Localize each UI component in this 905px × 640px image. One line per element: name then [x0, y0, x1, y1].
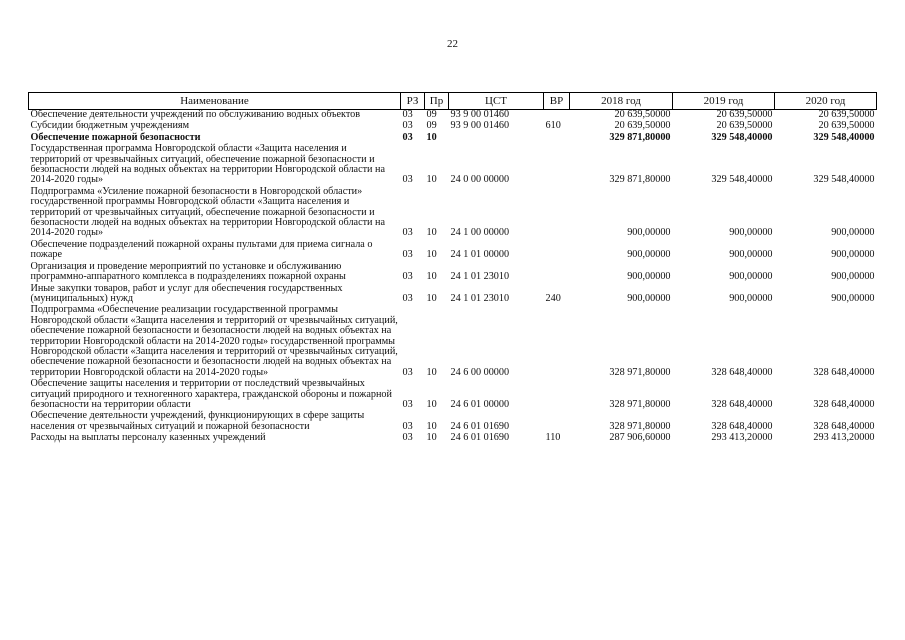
row-value-2018: 287 906,60000	[609, 432, 671, 444]
row-value-2018: 328 971,80000	[609, 366, 671, 378]
row-pr: 10	[426, 420, 437, 432]
row-pr: 10	[426, 271, 437, 283]
row-value-2020: 293 413,20000	[813, 432, 875, 444]
table-row	[29, 379, 877, 411]
row-value-2020: 20 639,50000	[818, 120, 875, 132]
row-value-2020: 328 648,40000	[813, 366, 875, 378]
row-value-2019: 329 548,40000	[711, 174, 773, 186]
row-cst: 93 9 00 01460	[450, 109, 510, 120]
row-cst: 24 1 01 23010	[450, 292, 510, 304]
row-vr	[544, 187, 570, 240]
row-pr: 10	[426, 131, 437, 143]
header-2019: 2019 год	[673, 93, 775, 110]
row-cst: 24 0 00 00000	[450, 174, 510, 186]
header-name: Наименование	[29, 93, 401, 110]
row-name: Обеспечение пожарной безопасности	[30, 131, 201, 143]
row-vr	[544, 411, 570, 433]
row-value-2018: 328 971,80000	[609, 398, 671, 410]
row-rz: 03	[402, 432, 413, 444]
table-row	[29, 433, 877, 444]
row-value-2019: 328 648,40000	[711, 420, 773, 432]
page-number: 22	[447, 38, 458, 50]
row-value-2019: 20 639,50000	[716, 109, 773, 120]
row-value-2020: 20 639,50000	[818, 109, 875, 120]
row-value-2020: 900,00000	[831, 227, 875, 239]
header-cst: ЦСТ	[449, 93, 544, 110]
header-pr: Пр	[425, 93, 449, 110]
header-2020: 2020 год	[775, 93, 877, 110]
row-vr	[544, 144, 570, 187]
row-vr	[544, 133, 570, 144]
table-row	[29, 240, 877, 262]
row-value-2019: 328 648,40000	[711, 366, 773, 378]
row-name: Расходы на выплаты персоналу казенных учреждений	[30, 432, 266, 444]
row-cst: 24 6 01 00000	[450, 398, 510, 410]
row-rz: 03	[402, 227, 413, 239]
row-pr: 10	[426, 398, 437, 410]
table-row	[29, 284, 877, 306]
row-value-2019: 329 548,40000	[711, 131, 773, 143]
header-rz: РЗ	[401, 93, 425, 110]
row-cst	[449, 133, 544, 144]
row-pr: 10	[426, 227, 437, 239]
row-value-2018: 329 871,80000	[609, 131, 671, 143]
row-name: Государственная программа Новгородской области «Защита населения и территорий от чрезвычайных ситуаций, обеспечение пожарной безопасности и безопасности людей на водных объектах на территории Новгородской области на 2014-2020 годы»	[30, 143, 386, 186]
row-value-2020: 329 548,40000	[813, 174, 875, 186]
row-value-2020: 329 548,40000	[813, 131, 875, 143]
row-rz: 03	[402, 366, 413, 378]
row-name: Подпрограмма «Усиление пожарной безопасности в Новгородской области» государственной программы Новгородской области «Защита населения и территорий от чрезвычайных ситуаций, обеспечение пожарной безопасности и безопасности людей на водных объектах на территории Новгородской области на 2014-2020 годы»	[30, 185, 386, 239]
row-cst: 24 6 00 00000	[450, 366, 510, 378]
row-vr: 240	[545, 292, 561, 304]
row-value-2020: 900,00000	[831, 249, 875, 261]
row-value-2019: 328 648,40000	[711, 398, 773, 410]
row-value-2020: 328 648,40000	[813, 398, 875, 410]
row-value-2018: 328 971,80000	[609, 420, 671, 432]
row-name: Иные закупки товаров, работ и услуг для обеспечения государственных (муниципальных) нужд	[30, 282, 343, 304]
row-pr: 09	[426, 109, 437, 120]
row-value-2019: 293 413,20000	[711, 432, 773, 444]
table-row	[29, 262, 877, 284]
row-pr: 09	[426, 120, 437, 132]
row-vr	[544, 240, 570, 262]
row-value-2018: 900,00000	[627, 292, 671, 304]
row-vr	[544, 305, 570, 379]
row-cst: 24 6 01 01690	[450, 432, 510, 444]
row-value-2018: 329 871,80000	[609, 174, 671, 186]
row-name: Организация и проведение мероприятий по установке и обслуживанию программно-аппаратного комплекса в подразделениях пожарной охраны	[30, 260, 346, 283]
row-name: Обеспечение защиты населения и территории от последствий чрезвычайных ситуаций природного и техногенного характера, гражданской обороны и пожарной безопасности на территории области	[30, 378, 392, 410]
row-value-2019: 900,00000	[729, 227, 773, 239]
row-vr	[544, 379, 570, 411]
row-value-2019: 900,00000	[729, 249, 773, 261]
row-rz: 03	[402, 120, 413, 132]
row-value-2019: 900,00000	[729, 292, 773, 304]
row-name: Подпрограмма «Обеспечение реализации государственной программы Новгородской области «Защита населения и территорий от чрезвычайных ситуаций, обеспечение пожарной безопасности и безопасности людей на водных объектах на территории Новгородской области на 2014-2020 годы» государственной программы Новгородской области «Защита населения и территорий от чрезвычайных ситуаций, обеспечение пожарной безопасности и безопасности людей на водных объектах на территории Новгородской области на 2014-2020 годы»	[30, 304, 398, 378]
row-rz: 03	[402, 249, 413, 261]
row-name: Обеспечение деятельности учреждений по обслуживанию водных объектов	[30, 109, 361, 120]
row-value-2019: 20 639,50000	[716, 120, 773, 132]
row-pr: 10	[426, 292, 437, 304]
row-cst: 24 1 01 23010	[450, 271, 510, 283]
table-header-row	[29, 93, 877, 110]
row-pr: 10	[426, 432, 437, 444]
row-vr: 110	[545, 432, 561, 444]
row-cst: 24 6 01 01690	[450, 420, 510, 432]
row-vr: 610	[545, 120, 561, 132]
table-row	[29, 305, 877, 379]
row-value-2020: 900,00000	[831, 271, 875, 283]
row-value-2020: 328 648,40000	[813, 420, 875, 432]
row-name: Субсидии бюджетным учреждениям	[30, 120, 190, 132]
row-value-2019: 900,00000	[729, 271, 773, 283]
row-rz: 03	[402, 271, 413, 283]
row-value-2018: 900,00000	[627, 249, 671, 261]
row-value-2018: 20 639,50000	[614, 109, 671, 120]
row-rz: 03	[402, 398, 413, 410]
row-name: Обеспечение деятельности учреждений, функционирующих в сфере защиты населения от чрезвычайных ситуаций и пожарной безопасности	[30, 410, 365, 432]
row-rz: 03	[402, 420, 413, 432]
row-pr: 10	[426, 174, 437, 186]
table-row	[29, 411, 877, 433]
budget-table	[28, 92, 877, 445]
row-pr: 10	[426, 366, 437, 378]
header-2018: 2018 год	[570, 93, 673, 110]
table-row	[29, 187, 877, 240]
table-row	[29, 144, 877, 187]
row-value-2018: 900,00000	[627, 271, 671, 283]
row-rz: 03	[402, 131, 413, 143]
row-value-2020: 900,00000	[831, 292, 875, 304]
row-value-2018: 900,00000	[627, 227, 671, 239]
row-vr	[544, 262, 570, 284]
row-rz: 03	[402, 174, 413, 186]
header-vr: ВР	[544, 93, 570, 110]
row-cst: 24 1 00 00000	[450, 227, 510, 239]
row-rz: 03	[402, 109, 413, 120]
row-cst: 93 9 00 01460	[450, 120, 510, 132]
row-pr: 10	[426, 249, 437, 261]
row-rz: 03	[402, 292, 413, 304]
row-cst: 24 1 01 00000	[450, 249, 510, 261]
row-value-2018: 20 639,50000	[614, 120, 671, 132]
row-name: Обеспечение подразделений пожарной охраны пультами для приема сигнала о пожаре	[30, 238, 373, 261]
